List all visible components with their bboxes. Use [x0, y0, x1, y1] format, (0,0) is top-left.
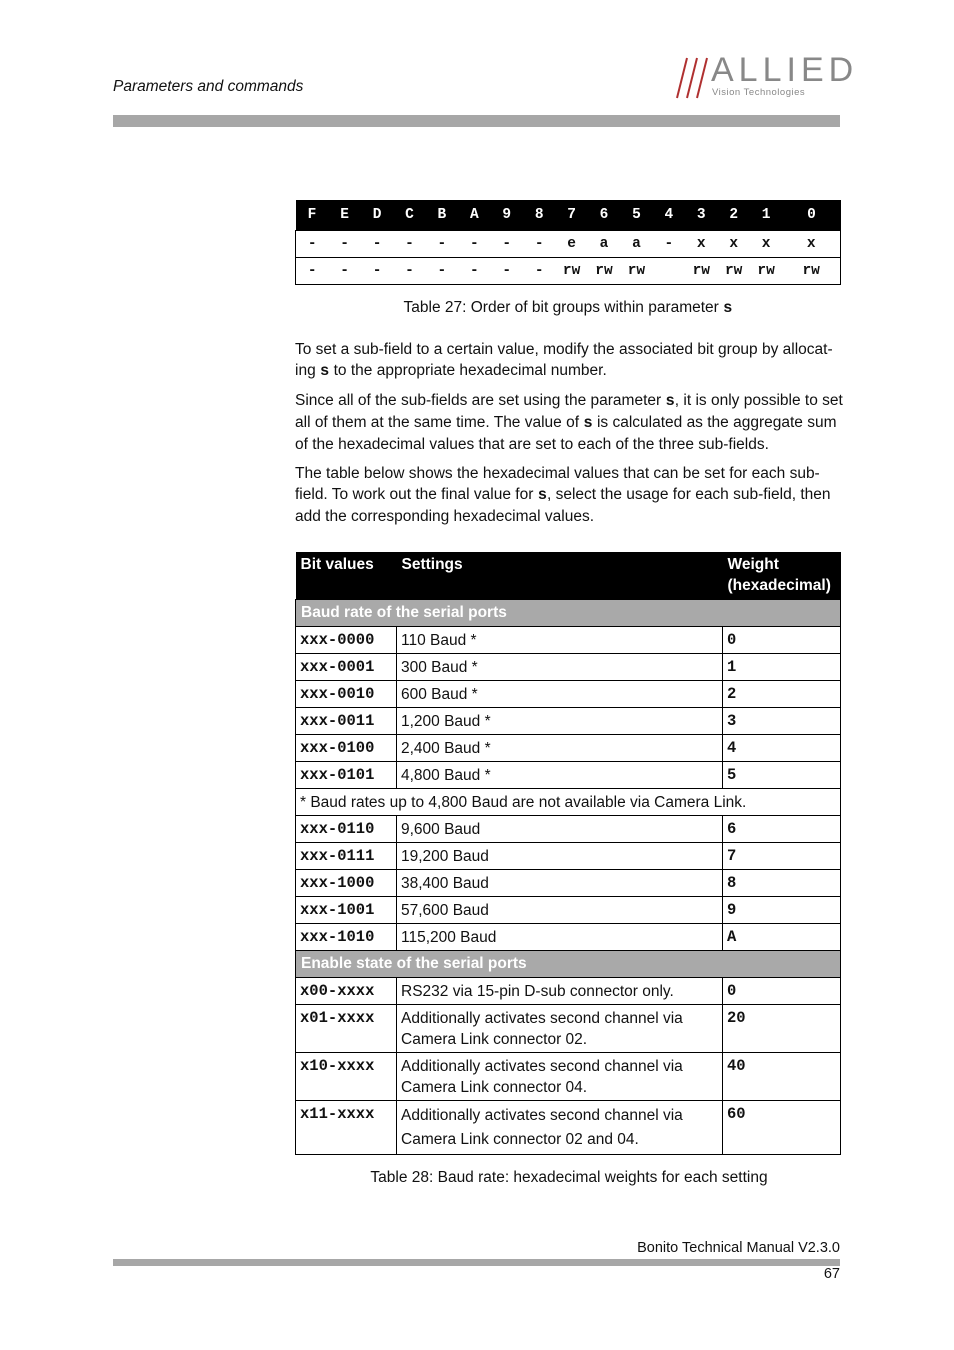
table-row: xxx-0111 19,200 Baud 7	[296, 843, 841, 870]
table-row: xxx-0101 4,800 Baud * 5	[296, 762, 841, 789]
bit-cell: rw	[717, 258, 749, 285]
bit-cell: -	[296, 231, 329, 258]
table-row: x11-xxxx Additionally activates second channel via Camera Link connector 02 and 04. 60	[296, 1101, 841, 1155]
bit-cell: 4	[653, 200, 685, 231]
bit-cell: rw	[620, 258, 652, 285]
bit-cell: C	[393, 200, 425, 231]
bit-cell: x	[685, 231, 717, 258]
table-row: xxx-1010 115,200 Baud A	[296, 924, 841, 951]
bit-cell: A	[458, 200, 490, 231]
table-row: xxx-0011 1,200 Baud * 3	[296, 708, 841, 735]
body-text	[295, 339, 843, 535]
header-settings: Settings	[397, 552, 723, 600]
table-row: xxx-1000 38,400 Baud 8	[296, 870, 841, 897]
bit-cell: -	[491, 231, 523, 258]
bit-cell: D	[361, 200, 393, 231]
bit-cell: 6	[588, 200, 620, 231]
bit-cell: F	[296, 200, 329, 231]
bit-cell: rw	[685, 258, 717, 285]
table-row: x01-xxxx Additionally activates second channel via Camera Link connector 02. 20	[296, 1005, 841, 1053]
table-header-row	[296, 552, 841, 600]
bit-cell: -	[361, 258, 393, 285]
table-28-caption: Table 28: Baud rate: hexadecimal weights for each setting	[370, 1169, 768, 1186]
paragraph-2: Since all of the sub-fields are set using the parameter s, it is only possible to set all of them at the same time. The value of s is calculated as the aggregate sum of the hexadecimal values that are set to each of the three sub-fields.	[295, 392, 843, 453]
table-row: xxx-0110 9,600 Baud 6	[296, 816, 841, 843]
paragraph-1: To set a sub-field to a certain value, modify the associated bit group by allocat- ing s to the appropriate hexadecimal number.	[295, 341, 833, 380]
bit-cell: 3	[685, 200, 717, 231]
bit-cell: -	[296, 258, 329, 285]
bit-cell: e	[555, 231, 587, 258]
bit-cell: -	[523, 231, 555, 258]
running-header: Parameters and commands	[113, 78, 304, 95]
bit-cell: -	[361, 231, 393, 258]
section-row-baud: Baud rate of the serial ports	[296, 600, 841, 627]
logo-slashes-icon	[668, 54, 712, 100]
footer-rule	[113, 1259, 840, 1266]
bit-cell	[653, 258, 685, 285]
bit-cell: -	[491, 258, 523, 285]
table-row: xxx-0001 300 Baud * 1	[296, 654, 841, 681]
table-row: xxx-0010 600 Baud * 2	[296, 681, 841, 708]
header-bit-values: Bit values	[296, 552, 397, 600]
table-row: x00-xxxx RS232 via 15-pin D-sub connector only. 0	[296, 978, 841, 1005]
header-weight: Weight (hexadecimal)	[723, 552, 841, 600]
bit-cell: a	[620, 231, 652, 258]
bit-cell: 2	[717, 200, 749, 231]
bit-cell: x	[782, 231, 840, 258]
bit-cell: 7	[555, 200, 587, 231]
bit-cell: a	[588, 231, 620, 258]
bit-order-table	[295, 200, 841, 285]
bit-cell: rw	[555, 258, 587, 285]
bit-cell: x	[717, 231, 749, 258]
table-row: x10-xxxx Additionally activates second channel via Camera Link connector 04. 40	[296, 1053, 841, 1101]
bit-cell: -	[393, 258, 425, 285]
bit-cell: rw	[750, 258, 782, 285]
bit-table-row-fields	[296, 231, 841, 258]
logo-word: ALLIED	[711, 51, 859, 89]
bit-cell: -	[458, 231, 490, 258]
bit-cell: 0	[782, 200, 840, 231]
header-rule	[113, 115, 840, 127]
bit-cell: B	[426, 200, 458, 231]
bit-table-header-row	[296, 200, 841, 231]
table-row: xxx-0100 2,400 Baud * 4	[296, 735, 841, 762]
section-row-enable: Enable state of the serial ports	[296, 951, 841, 978]
bit-cell: rw	[588, 258, 620, 285]
bit-cell: -	[426, 231, 458, 258]
bit-cell: -	[426, 258, 458, 285]
bit-cell: -	[328, 231, 360, 258]
bit-cell: -	[458, 258, 490, 285]
bit-cell: -	[653, 231, 685, 258]
note-row: * Baud rates up to 4,800 Baud are not available via Camera Link.	[296, 789, 841, 816]
bit-cell: x	[750, 231, 782, 258]
bit-cell: -	[393, 231, 425, 258]
footer-manual-title: Bonito Technical Manual V2.3.0	[637, 1240, 840, 1256]
paragraph-3: The table below shows the hexadecimal values that can be set for each sub- field. To work out the final value for s, select the usage for each sub-field, then add the corresponding hexadecimal values.	[295, 465, 831, 525]
bit-cell: 5	[620, 200, 652, 231]
bit-cell: 8	[523, 200, 555, 231]
bit-cell: -	[328, 258, 360, 285]
table-27-caption: Table 27: Order of bit groups within parameter s	[403, 299, 733, 317]
bit-table-row-access	[296, 258, 841, 285]
allied-logo	[668, 51, 859, 102]
logo-subtitle: Vision Technologies	[712, 87, 806, 98]
table-row: xxx-1001 57,600 Baud 9	[296, 897, 841, 924]
baud-weights-table	[295, 552, 841, 1155]
page-number: 67	[823, 1266, 840, 1282]
bit-cell: 1	[750, 200, 782, 231]
bit-cell: -	[523, 258, 555, 285]
bit-cell: E	[328, 200, 360, 231]
table-row: xxx-0000 110 Baud * 0	[296, 627, 841, 654]
bit-cell: rw	[782, 258, 840, 285]
bit-cell: 9	[491, 200, 523, 231]
